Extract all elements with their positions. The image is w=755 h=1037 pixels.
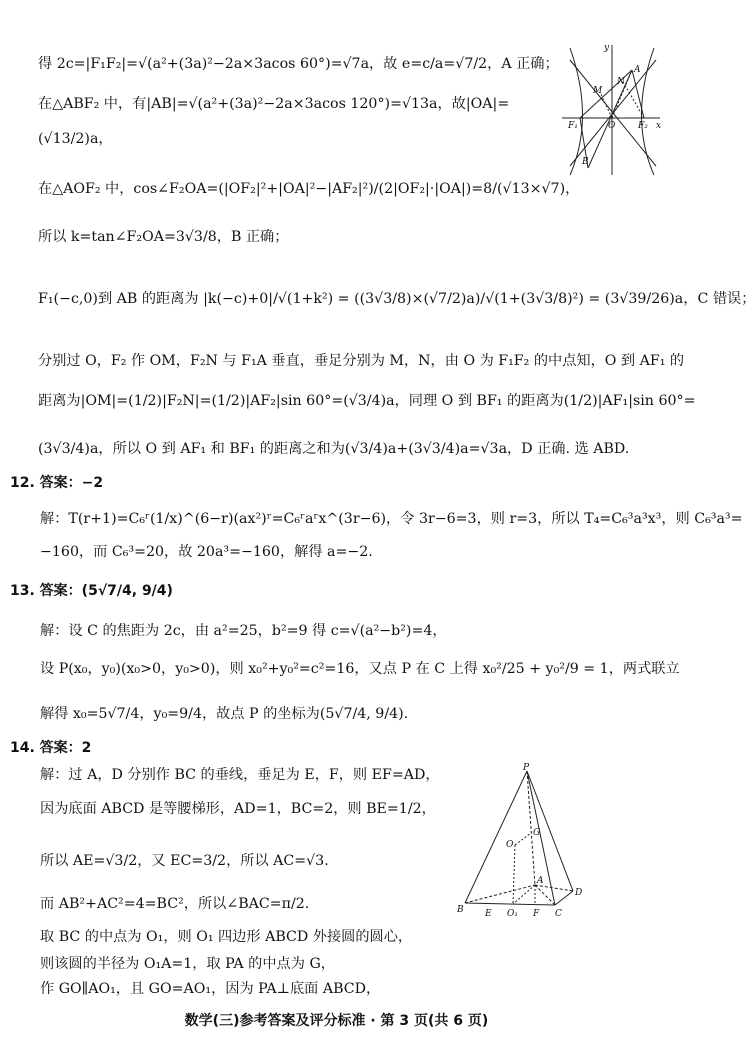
label-O: O <box>506 840 514 850</box>
line-AB <box>588 70 632 168</box>
text-line: 解得 x₀=5√7/4，y₀=9/4，故点 P 的坐标为(5√7/4, 9/4). <box>40 706 409 722</box>
text-line: 在△AOF₂ 中，cos∠F₂OA=(|OF₂|²+|OA|²−|AF₂|²)/(2|OF₂|·|OA|)=8/(√13×√7)， <box>38 181 580 197</box>
label-D: D <box>575 888 583 898</box>
text-line: 得 2c=|F₁F₂|=√(a²+(3a)²−2a×3acos 60°)=√7a，故 e=c/a=√7/2，A 正确； <box>38 56 559 72</box>
edge-BC <box>465 903 555 905</box>
text-line: 设 P(x₀，y₀)(x₀>0，y₀>0)，则 x₀²+y₀²=c²=16，又点 P 在 C 上得 x₀²/25 + y₀²/9 = 1，两式联立 <box>40 661 680 677</box>
text-line: 解：T(r+1)=C₆ʳ(1/x)^(6−r)(ax²)ʳ=C₆ʳaʳx^(3r−6)，令 3r−6=3，则 r=3，所以 T₄=C₆³a³x³，则 C₆³a³= <box>40 511 743 527</box>
label-x: x <box>656 121 662 131</box>
label-F1: F₁ <box>568 121 578 131</box>
label-G: G <box>533 828 541 838</box>
text-line: 解：设 C 的焦距为 2c，由 a²=25，b²=9 得 c=√(a²−b²)=4， <box>40 623 447 639</box>
label-O1: O₁ <box>507 909 518 919</box>
text-line: 则该圆的半径为 O₁A=1，取 PA 的中点为 G， <box>40 956 335 972</box>
pyramid-figure <box>455 765 590 920</box>
page-footer: 数学(三)参考答案及评分标准 · 第 3 页(共 6 页) <box>184 1013 489 1029</box>
text-line: 作 GO∥AO₁，且 GO=AO₁，因为 PA⊥底面 ABCD， <box>40 981 381 997</box>
label-F2: F₂ <box>638 121 648 131</box>
text-line: 距离为|OM|=(1/2)|F₂N|=(1/2)|AF₂|sin 60°=(√3/4)a，同理 O 到 BF₁ 的距离为(1/2)|AF₁|sin 60°= <box>38 393 696 409</box>
label-M: M <box>593 86 603 96</box>
label-C: C <box>555 909 562 919</box>
segment-OO1 <box>513 845 515 904</box>
label-F: F <box>533 909 540 919</box>
text-line: F₁(−c,0)到 AB 的距离为 |k(−c)+0|/√(1+k²) = ((3√3/8)×(√7/2)a)/√(1+(3√3/8)²) = (3√39/26)a，C 错误； <box>38 291 755 307</box>
text-line: (3√3/4)a，所以 O 到 AF₁ 和 BF₁ 的距离之和为(√3/4)a+(3√3/4)a=√3a，D 正确. 选 ABD. <box>38 441 630 457</box>
text-line: −160，而 C₆³=20，故 20a³=−160，解得 a=−2. <box>40 544 373 560</box>
label-y: y <box>604 43 610 53</box>
text-line: (√13/2)a， <box>38 131 113 147</box>
text-line: 因为底面 ABCD 是等腰梯形，AD=1，BC=2，则 BE=1/2， <box>40 801 436 817</box>
text-line: 所以 AE=√3/2，又 EC=3/2，所以 AC=√3. <box>40 853 329 869</box>
text-line: 分别过 O，F₂ 作 OM，F₂N 与 F₁A 垂直，垂足分别为 M，N，由 O 为 F₁F₂ 的中点知，O 到 AF₁ 的 <box>38 353 685 369</box>
label-B: B <box>457 905 464 915</box>
edge-PB <box>465 771 527 903</box>
segment-OG <box>515 833 531 845</box>
text-line: 在△ABF₂ 中，有|AB|=√(a²+(3a)²−2a×3acos 120°)=√13a，故|OA|= <box>38 96 510 112</box>
label-B: B <box>582 157 589 167</box>
text-line: 所以 k=tan∠F₂OA=3√3/8，B 正确； <box>38 229 289 245</box>
answer-13-heading: 13. 答案：(5√7/4, 9/4) <box>10 583 173 599</box>
label-P: P <box>523 763 530 773</box>
label-A: A <box>537 876 544 886</box>
hyperbola-figure <box>560 40 665 180</box>
text-line: 而 AB²+AC²=4=BC²，所以∠BAC=π/2. <box>40 896 310 912</box>
label-A: A <box>634 65 641 75</box>
line-F2N <box>622 80 644 118</box>
label-E: E <box>485 909 492 919</box>
text-line: 解：过 A，D 分别作 BC 的垂线，垂足为 E，F，则 EF=AD， <box>40 767 440 783</box>
text-line: 取 BC 的中点为 O₁，则 O₁ 四边形 ABCD 外接圆的圆心， <box>40 929 413 945</box>
edge-CD <box>555 891 573 905</box>
label-O: O <box>608 121 616 131</box>
answer-12-heading: 12. 答案：−2 <box>10 475 104 491</box>
answer-14-heading: 14. 答案：2 <box>10 740 92 756</box>
label-N: N <box>617 77 625 87</box>
